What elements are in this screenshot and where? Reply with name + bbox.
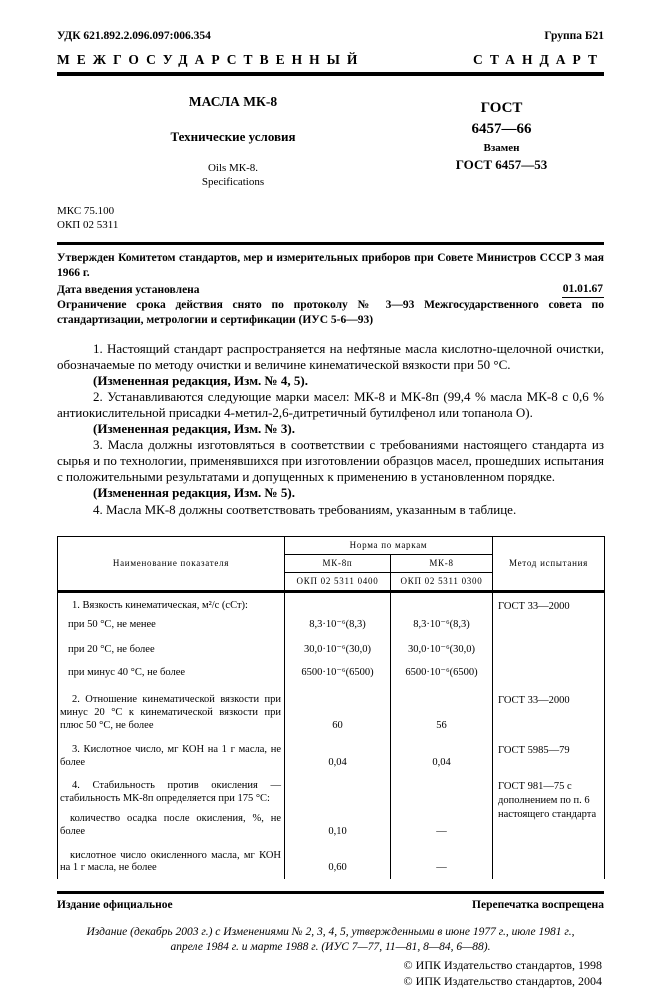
approval-statement: Утвержден Комитетом стандартов, мер и измерительных приборов при Совете Министров СССР 3 мая 1966 г.	[57, 252, 604, 280]
edition-note	[57, 925, 604, 955]
indicator-name: 4. Стабильность против окисления — стабильность МК-8п определяется при 175 °С:	[60, 780, 281, 805]
introduction-date-label: Дата введения установлена	[57, 283, 200, 296]
value-mk8p: 8,3·10⁻⁶(8,3)	[285, 612, 391, 637]
body-paragraphs	[57, 341, 604, 518]
indicator-name: при минус 40 °С, не более	[68, 666, 186, 678]
edition-note-line2: апреле 1984 г. и марте 1988 г. (ИУС 7—77, 11—81, 8—84, 6—88).	[170, 941, 491, 954]
value-mk8p: 0,04	[285, 737, 391, 774]
reprint-prohibited-label: Перепечатка воспрещена	[472, 899, 604, 912]
clause-1: 1. Настоящий стандарт распространяется на нефтяные масла кислотно-щелочной очистки, обозначаемые по методу очистки и величине кинематической вязкости при 50 °С.	[57, 340, 604, 372]
standard-type-banner: МЕЖГОСУДАРСТВЕННЫЙ СТАНДАРТ	[57, 52, 604, 67]
indicator-name: 1. Вязкость кинематическая, м²/с (сСт):	[72, 599, 248, 611]
table-header	[58, 536, 605, 591]
gost-number: 6457—66	[471, 121, 532, 137]
indicator-name: количество осадка после окисления, %, не более	[60, 812, 281, 837]
column-header-name: Наименование показателя	[58, 536, 285, 591]
group-code: Группа Б21	[544, 30, 604, 42]
indicator-name: 2. Отношение кинематической вязкости при минус 20 °С к кинематической вязкости при плюс 50 °С, не более	[60, 694, 281, 731]
table-row	[58, 687, 605, 736]
table-row	[58, 591, 605, 612]
okp-code-mk8: ОКП 02 5311 0300	[391, 572, 493, 591]
indicator-name: при 20 °С, не более	[68, 643, 155, 655]
column-header-mk8p: МК-8п	[285, 554, 391, 572]
amendment-note-2: (Измененная редакция, Изм. № 3).	[93, 421, 295, 437]
value-mk8: 30,0·10⁻⁶(30,0)	[391, 637, 493, 662]
value-mk8p: 0,60	[285, 843, 391, 880]
official-edition-label: Издание официальное	[57, 899, 173, 912]
test-method: ГОСТ 33—2000	[493, 591, 605, 687]
clause-3: 3. Масла должны изготовляться в соответствии с требованиями настоящего стандарта из сырья и по технологии, применявшихся при изготовлении образцов масел, прошедших испытания с положительными результатами и допущенных к применению в установленном порядке.	[57, 437, 604, 485]
indicator-name: кислотное число окисленного масла, мг КОН на 1 г масла, не более	[60, 849, 281, 874]
value-mk8p	[285, 773, 391, 806]
value-mk8: 0,04	[391, 737, 493, 774]
title-en-line1: Oils МК-8.	[207, 162, 259, 174]
column-header-norm: Норма по маркам	[285, 536, 493, 554]
value-mk8p	[285, 591, 391, 612]
title-left-column	[57, 94, 399, 232]
classification-row	[57, 30, 604, 42]
document-subtitle: Технические условия	[170, 129, 296, 144]
value-mk8: 8,3·10⁻⁶(8,3)	[391, 612, 493, 637]
copyright-block	[57, 957, 604, 989]
document-title-english	[67, 162, 399, 190]
indicator-name: 3. Кислотное число, мг КОН на 1 г масла, не более	[60, 743, 281, 768]
okp-code-mk8p: ОКП 02 5311 0400	[285, 572, 391, 591]
document-title: МАСЛА МК-8	[188, 94, 278, 109]
banner-rule	[57, 72, 604, 76]
value-mk8: —	[391, 843, 493, 880]
value-mk8p: 30,0·10⁻⁶(30,0)	[285, 637, 391, 662]
indicator-name: при 50 °С, не менее	[68, 618, 156, 630]
amendment-note-1: (Измененная редакция, Изм. № 4, 5).	[93, 372, 308, 388]
replaced-standard: ГОСТ 6457—53	[455, 157, 548, 172]
title-en-line2: Specifications	[201, 175, 265, 188]
table-row	[58, 773, 605, 806]
value-mk8: 6500·10⁻⁶(6500)	[391, 662, 493, 687]
introduction-date-value: 01.01.67	[562, 282, 604, 298]
value-mk8: 56	[391, 687, 493, 736]
clause-4: 4. Масла МК-8 должны соответствовать требованиям, указанным в таблице.	[93, 501, 517, 517]
value-mk8p: 60	[285, 687, 391, 736]
title-area	[57, 94, 604, 232]
value-mk8p: 6500·10⁻⁶(6500)	[285, 662, 391, 687]
classification-codes	[57, 204, 399, 233]
introduction-date-row	[57, 282, 604, 298]
approval-block	[57, 251, 604, 328]
title-rule	[57, 242, 604, 245]
column-header-mk8: МК-8	[391, 554, 493, 572]
footer-rule	[57, 891, 604, 894]
replaces-label: Взамен	[483, 142, 520, 154]
table-row	[58, 737, 605, 774]
test-method: ГОСТ 981—75 с дополнением по п. 6 настоящего стандарта	[493, 773, 605, 879]
okp-code: ОКП 02 5311	[57, 218, 119, 231]
clause-2: 2. Устанавливаются следующие марки масел: МК-8 и МК-8п (99,4 % масла МК-8 с 0,6 % антиокислительной присадки 4-метил-2,6-дитретичный бутилфенол или топанола О).	[57, 388, 604, 420]
copyright-1998: © ИПК Издательство стандартов, 1998	[403, 958, 602, 973]
value-mk8: —	[391, 806, 493, 843]
footer-status-row	[57, 899, 604, 911]
test-method: ГОСТ 33—2000	[493, 687, 605, 736]
column-header-method: Метод испытания	[493, 536, 605, 591]
edition-note-line1: Издание (декабрь 2003 г.) с Изменениями № 2, 3, 4, 5, утвержденными в июне 1977 г., июле 1981 г.,	[86, 926, 575, 939]
udc-code: УДК 621.892.2.096.097:006.354	[57, 30, 211, 42]
value-mk8	[391, 773, 493, 806]
mks-code: МКС 75.100	[57, 204, 115, 217]
value-mk8	[391, 591, 493, 612]
validity-limitation: Ограничение срока действия снято по протоколу № 3—93 Межгосударственного совета по стандартизации, метрологии и сертификации (ИУС 5-6—93)	[57, 298, 604, 327]
amendment-note-3: (Измененная редакция, Изм. № 5).	[93, 485, 295, 501]
value-mk8p: 0,10	[285, 806, 391, 843]
requirements-table	[57, 536, 605, 879]
gost-designation-block	[399, 94, 604, 232]
copyright-2004: © ИПК Издательство стандартов, 2004	[403, 974, 602, 989]
test-method: ГОСТ 5985—79	[493, 737, 605, 774]
gost-label: ГОСТ	[480, 100, 523, 116]
